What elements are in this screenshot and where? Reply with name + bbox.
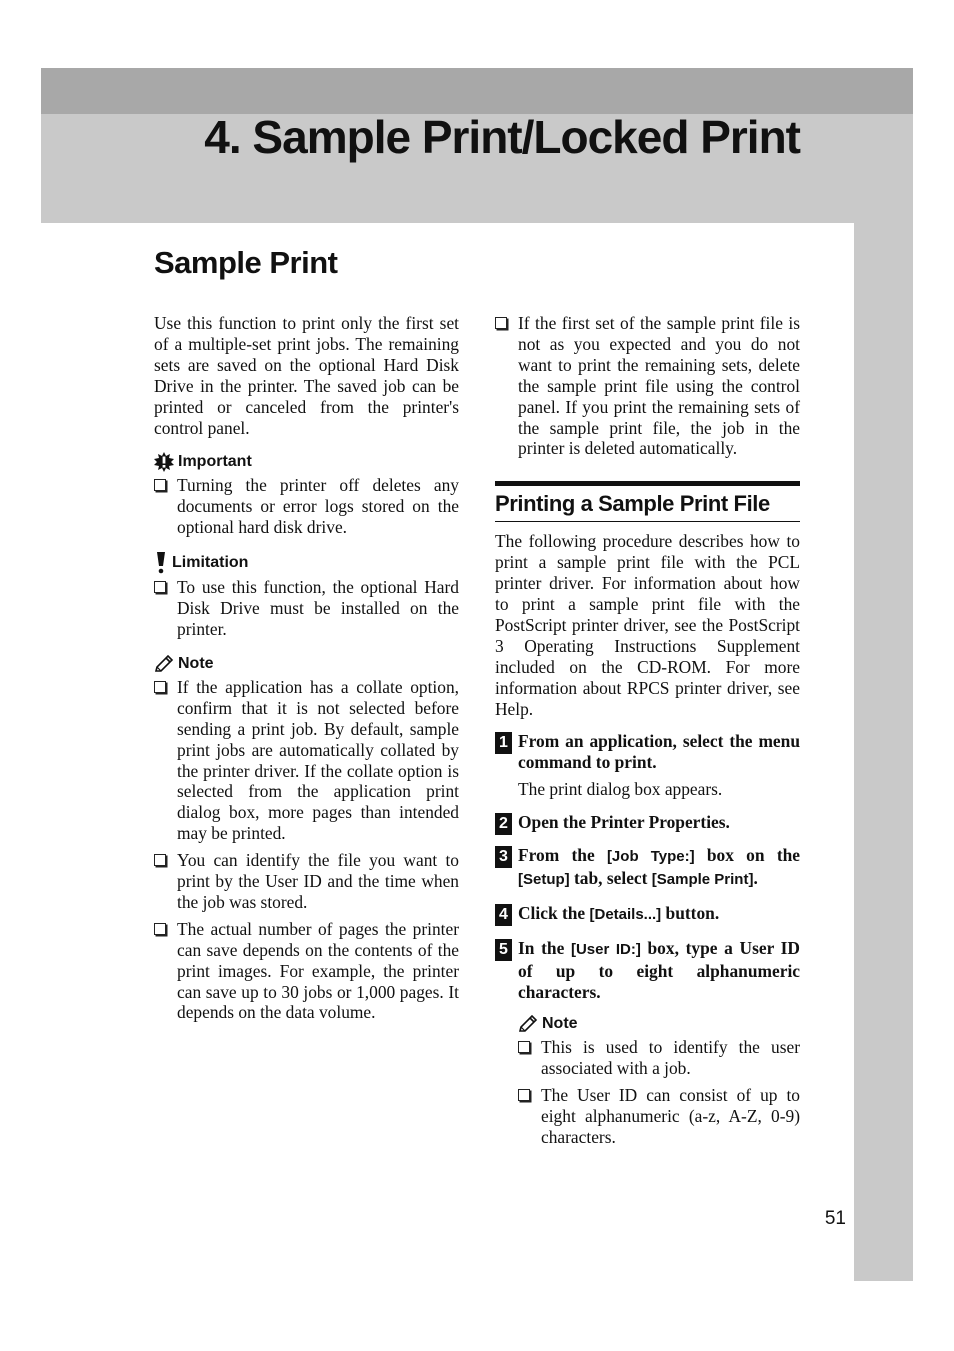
intro-paragraph: Use this function to print only the first set of a multiple-set print jobs. The remaining sets are saved on the optional Hard Disk Drive in the printer. The saved job can be printed or canceled from the printer's control panel. [154,313,459,438]
job-type-box-label: [Job Type:] [606,848,695,866]
pencil-icon [154,655,174,673]
right-column [495,313,800,1148]
checkbox-bullet-icon [495,317,507,329]
step-1 [495,731,800,800]
subsection-title: Printing a Sample Print File [495,481,800,522]
note-label: Note [178,654,214,672]
note-label: Note [542,1015,578,1033]
list-item: To use this function, the optional Hard Disk Drive must be installed on the printer. [154,577,459,640]
step-number: 2 [495,813,512,835]
checkbox-bullet-icon [518,1089,530,1101]
important-heading [154,452,459,472]
step-4 [495,903,800,926]
checkbox-bullet-icon [154,923,166,935]
list-item: The User ID can consist of up to eight alphanumeric (a-z, A-Z, 0-9) characters. [518,1085,800,1148]
note-heading [518,1014,800,1034]
important-callout [154,452,459,538]
step-text: From an application, select the menu command to print. [518,731,800,773]
list-item: If the application has a collate option, confirm that it is not selected before sending a print job. By default, sample print jobs are automatically collated by the printer driver. If the collate option is selected from the application print dialog box, more pages than intended may be printed. [154,677,459,844]
page-number: 51 [824,1208,846,1229]
note-heading [154,654,459,674]
step-text: In the [User ID:] box, type a User ID of up to eight alphanumeric characters. [518,937,800,1002]
step-text: From the [Job Type:] box on the [Setup] tab, select [Sample Print]. [518,845,800,888]
subsection-intro: The following procedure describes how to print a sample print file with the PCL printer driver. For information about how to print a sample print file with the PostScript printer driver, see the PostScript 3 Operating Instructions Supplement included on the CD-ROM. For more information about RPCS printer driver, see Help. [495,531,800,719]
left-column [154,313,459,1023]
limitation-label: Limitation [172,554,249,572]
sample-print-option-label: [Sample Print] [651,870,754,888]
list-item: The actual number of pages the printer can save depends on the contents of the print images. For example, the printer can save up to 30 jobs or 1,000 pages. It depends on the data volume. [154,919,459,1024]
limitation-callout [154,552,459,640]
step-5 [495,938,800,1148]
limitation-heading [154,552,459,574]
step-number: 1 [495,732,512,754]
setup-tab-label: [Setup] [518,870,570,888]
step-number: 5 [495,939,512,961]
step-2 [495,812,800,833]
step-text: Click the [Details...] button. [518,902,720,923]
note-callout [154,654,459,1024]
step-result: The print dialog box appears. [518,779,723,800]
checkbox-bullet-icon [154,854,166,866]
chapter-title: 4. Sample Print/Locked Print [204,111,800,163]
chapter-band-top [41,68,913,114]
checkbox-bullet-icon [154,681,166,693]
user-id-box-label: [User ID:] [570,940,641,958]
section-title: Sample Print [154,245,338,280]
step-note-callout [518,1014,800,1148]
exclamation-icon [154,552,168,574]
details-button-label: [Details...] [589,905,662,923]
important-label: Important [178,453,252,471]
side-thumb-bar [854,223,913,1281]
step-number: 4 [495,904,512,926]
important-icon [154,452,174,472]
checkbox-bullet-icon [518,1041,530,1053]
checkbox-bullet-icon [154,479,166,491]
subsection [495,481,800,719]
step-text: Open the Printer Properties. [518,812,730,833]
pencil-icon [518,1015,538,1033]
step-3 [495,845,800,891]
checkbox-bullet-icon [154,581,166,593]
list-item: You can identify the file you want to print by the User ID and the time when the job was stored. [154,850,459,913]
list-item: Turning the printer off deletes any documents or error logs stored on the optional hard disk drive. [154,475,459,538]
step-number: 3 [495,846,512,868]
list-item: If the first set of the sample print file is not as you expected and you do not want to print the remaining sets, delete the sample print file using the control panel. If you print the remaining sets of the sample print file, the job in the printer is deleted automatically. [495,313,800,459]
list-item: This is used to identify the user associated with a job. [518,1037,800,1079]
